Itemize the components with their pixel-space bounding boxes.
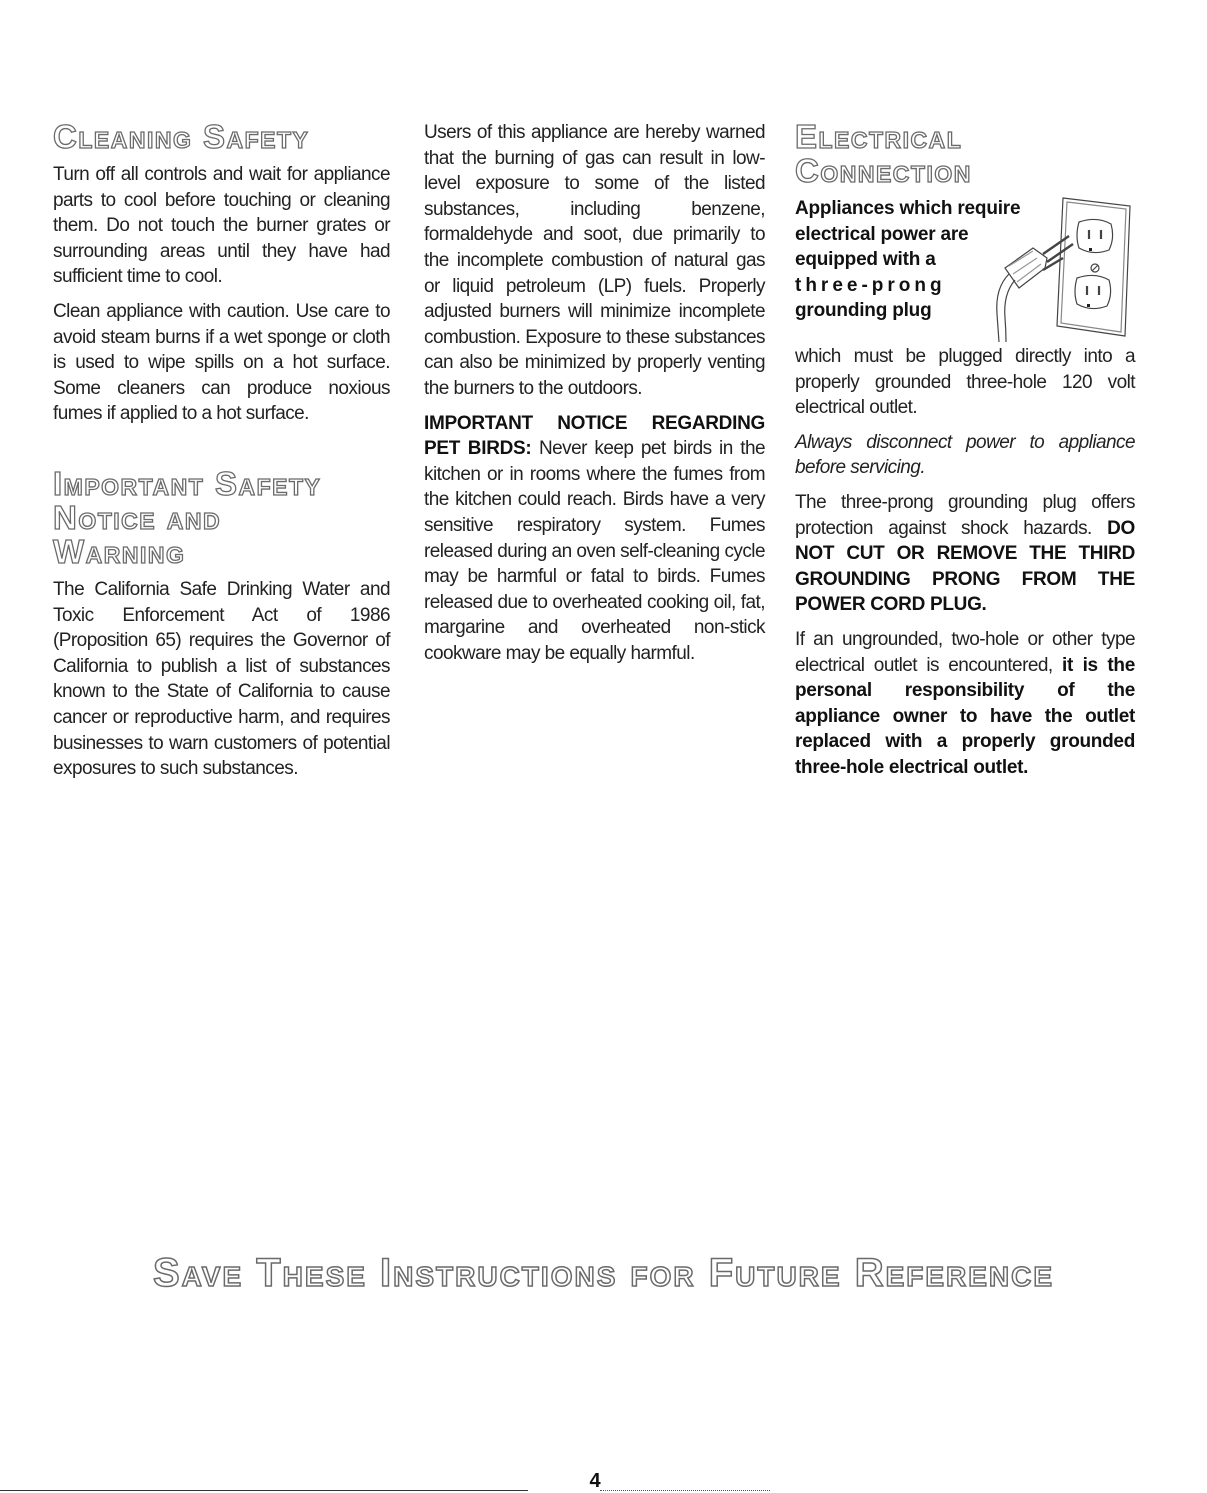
pet-birds-text: Never keep pet birds in the kitchen or in rooms where the fumes from the kitchen could reach. Birds have a very sensitive respiratory system. Fumes released during an oven self-cleaning cycle may be harmful or fatal to birds. Fumes released due to overheated cooking oil, fat, margarine and overheated non-stick cookware may be equally harmful. — [424, 438, 765, 664]
fig-text-line-4: three-prong — [795, 274, 946, 296]
left-column — [53, 120, 390, 791]
notice-heading-line-2: Notice and — [53, 498, 222, 536]
fig-text-line-3: equipped with a — [795, 249, 936, 271]
pet-birds-paragraph — [424, 411, 765, 667]
proposition-65-paragraph: The California Safe Drinking Water and Toxic Enforcement Act of 1986 (Proposition 65) requires the Governor of California to publish a list of substances known to the State of California to cause cancer or reproductive harm, and requires businesses to warn customers of potential exposures to such substances. — [53, 578, 390, 780]
page-number: 4 — [589, 1470, 601, 1492]
pet-birds-notice-title: IMPORTANT NOTICE REGARDING PET BIRDS: — [424, 412, 765, 460]
footer-rule-left — [0, 1490, 528, 1491]
cleaning-safety-heading: Cleaning Safety — [53, 118, 310, 155]
fig-text-line-5: grounding plug — [795, 300, 932, 322]
plug-directly-paragraph: which must be plugged directly into a properly grounded three-hole 120 volt electrical outlet. — [795, 346, 1135, 419]
grounding-prong-text: The three-prong grounding plug offers protection against shock hazards. — [795, 491, 1135, 539]
fig-text-line-1: Appliances which require — [795, 198, 1021, 219]
outlet-icon — [985, 196, 1135, 344]
cleaning-paragraph-1: Turn off all controls and wait for appliance parts to cool before touching or cleaning them. Do not touch the burner grates or surrounding areas until they have had sufficient time to cool. — [53, 164, 390, 288]
cleaning-paragraph-2: Clean appliance with caution. Use care to avoid steam burns if a wet sponge or cloth is used to wipe spills on a hot surface. Some cleaners can produce noxious fumes if applied to a hot surface. — [53, 300, 390, 425]
electrical-heading-line-2: Connection — [795, 152, 972, 189]
save-instructions-banner: Save These Instructions for Future Reference — [152, 1251, 1055, 1295]
middle-column — [424, 120, 765, 675]
disconnect-power-note: Always disconnect power to appliance before servicing. — [795, 431, 1135, 479]
notice-heading-line-1: Important Safety — [53, 464, 322, 502]
important-safety-notice-heading — [53, 464, 390, 570]
grounding-prong-paragraph — [795, 490, 1135, 618]
plug-figure-block — [795, 196, 1135, 344]
gas-exposure-paragraph: Users of this appliance are hereby warned that the burning of gas can result in low-level exposure to some of the listed substances, including benzene, formaldehyde and soot, due primarily to the incomplete combustion of natural gas or liquid petroleum (LP) fuels. Properly adjusted burners will minimize incomplete combustion. Exposure to these substances can also be minimized by properly venting the burners to the outdoors. — [424, 122, 765, 399]
owner-responsibility-text: it is the personal responsibility of the appliance owner to have the outlet replaced with a properly grounded three-hole electrical outlet. — [795, 654, 1136, 778]
footer-rule-right — [600, 1490, 770, 1491]
notice-heading-line-3: Warning — [53, 532, 186, 570]
ungrounded-outlet-text: If an ungrounded, two-hole or other type electrical outlet is encountered, — [795, 628, 1135, 676]
fig-text-line-2: electrical power are — [795, 223, 969, 245]
electrical-heading-line-1: Electrical — [795, 118, 963, 155]
grounding-prong-warning: DO NOT CUT OR REMOVE THE THIRD GROUNDING PRONG FROM THE POWER CORD PLUG. — [795, 517, 1135, 616]
ungrounded-outlet-paragraph — [795, 627, 1135, 781]
right-column — [795, 120, 1135, 790]
electrical-connection-heading — [795, 120, 1135, 188]
